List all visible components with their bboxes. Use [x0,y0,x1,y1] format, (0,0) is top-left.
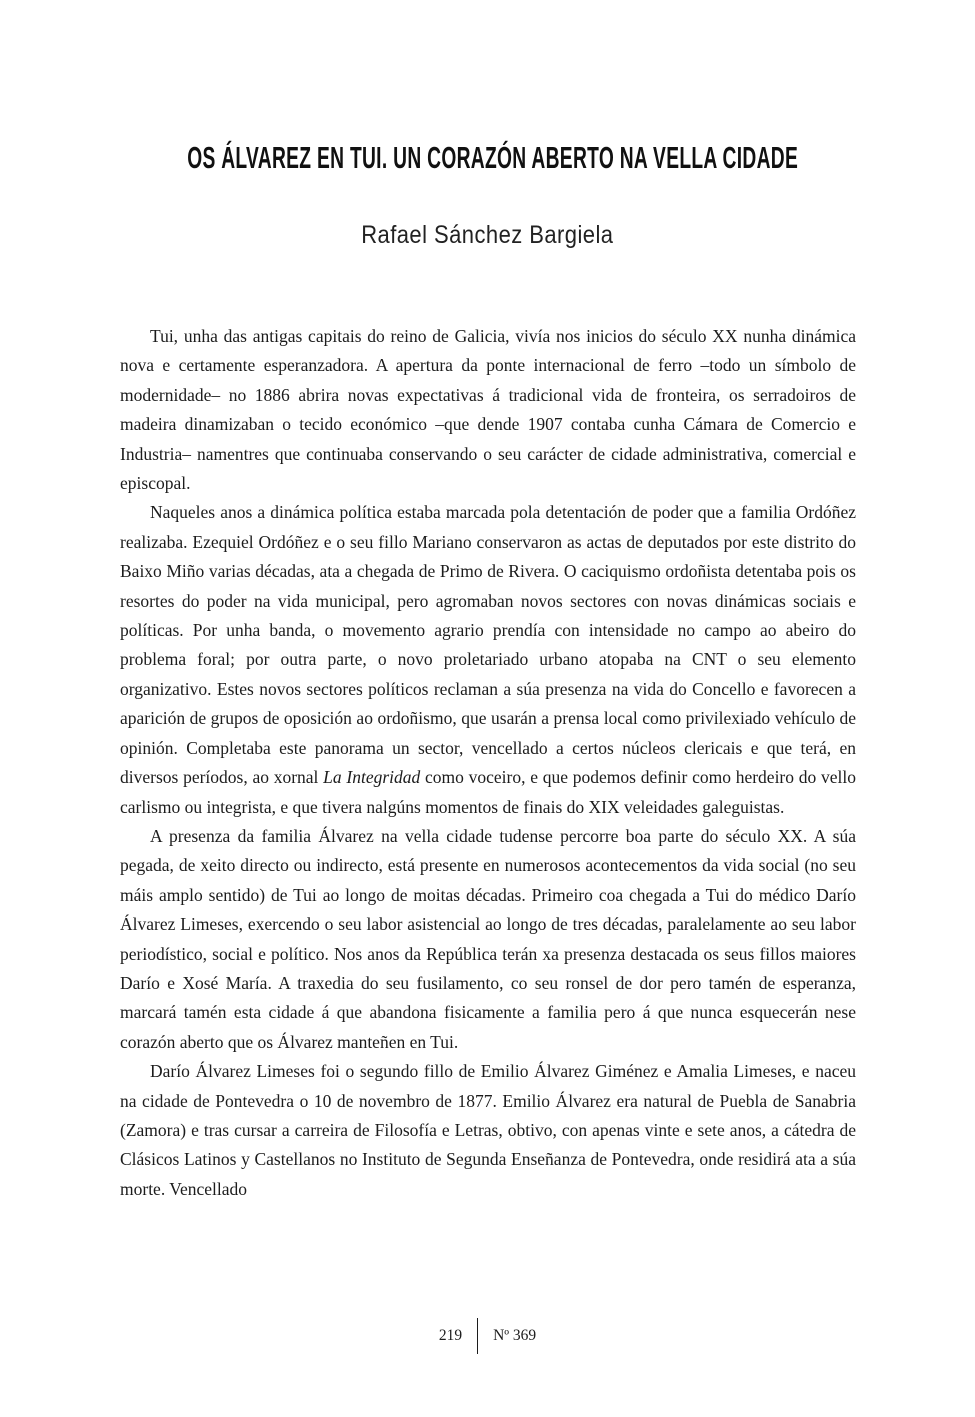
italic-text-run: La Integridad [323,767,421,788]
body-text [120,322,856,1204]
article-author: Rafael Sánchez Bargiela [361,221,614,249]
title-container [0,140,975,176]
footer-divider [477,1318,478,1354]
text-run: Tui, unha das antigas capitais do reino de Galicia, vivía nos inicios do século XX nunha dinámica nova e certamente esperanzadora. A apertura da ponte internacional de ferro –todo un símbolo de modernidade– no 1886 abrira novas expectativas á tradicional vida de fronteira, os serradoiros de madeira dinamizaban o tecido económico –que dende 1907 contaba cunha Cámara de Comercio e Industria– namentres que continuaba conservando o seu carácter de cidade administrativa, comercial e episcopal. [120,326,856,494]
paragraph [120,498,856,821]
author-container [0,221,975,250]
paragraph [120,1057,856,1204]
text-run: A presenza da familia Álvarez na vella cidade tudense percorre boa parte do século XX. A súa pegada, de xeito directo ou indirecto, está presente en numerosos acontecementos da vida social (no seu máis amplo sentido) de Tui ao longo de moitas décadas. Primeiro coa chegada a Tui do médico Darío Álvarez Limeses, exercendo o seu labor asistencial ao longo de tres décadas, paralelamente ao seu labor periodístico, social e político. Nos anos da República terán xa presenza destacada os seus fillos maiores Darío e Xosé María. A traxedia do seu fusilamento, co seu ronsel de dor pero tamén de esperanza, marcará tamén esta cidade á que abandona fisicamente a familia pero á que nunca esquecerán nese corazón aberto que os Álvarez manteñen en Tui. [120,825,856,1052]
page-footer [0,1318,975,1354]
article-title: OS ÁLVAREZ EN TUI. UN CORAZÓN ABERTO NA VELLA CIDADE [187,140,799,175]
text-run: como voceiro, e que podemos definir como herdeiro do vello carlismo ou integrista, e que tivera nalgúns momentos de finais do XIX veleidades galeguistas. [120,767,856,817]
issue-number: Nº 369 [493,1327,537,1344]
text-run: Naqueles anos a dinámica política estaba marcada pola detentación de poder que a familia Ordóñez realizaba. Ezequiel Ordóñez e o seu fillo Mariano conservaron as actas de deputados por este distrito do Baixo Miño varias décadas, ata a chegada de Primo de Rivera. O caciquismo ordoñista detentaba pois os resortes do poder na vida municipal, pero agromaban novos sectores con novas dinámicas sociais e políticas. Por unha banda, o movemento agrario prendía con intensidade no campo ao abeiro do problema foral; por outra parte, o novo proletariado urbano atopaba na CNT o seu elemento organizativo. Estes novos sectores políticos reclaman a súa presenza na vida do Concello e favorecen a aparición de grupos de oposición ao ordoñismo, que usarán a prensa local como privilexiado vehículo de opinión. Completaba este panorama un sector, vencellado a certos núcleos clericais e que terá, en diversos períodos, ao xornal [120,502,856,788]
page-number: 219 [438,1327,463,1344]
paragraph [120,322,856,498]
text-run: Darío Álvarez Limeses foi o segundo fillo de Emilio Álvarez Giménez e Amalia Limeses, e naceu na cidade de Pontevedra o 10 de novembro de 1877. Emilio Álvarez era natural de Puebla de Sanabria (Zamora) e tras cursar a carreira de Filosofía e Letras, obtivo, con apenas vinte e sete anos, a cátedra de Clásicos Latinos y Castellanos no Instituto de Segunda Enseñanza de Pontevedra, onde residirá ata a súa morte. Vencellado [120,1061,856,1199]
paragraph [120,822,856,1057]
